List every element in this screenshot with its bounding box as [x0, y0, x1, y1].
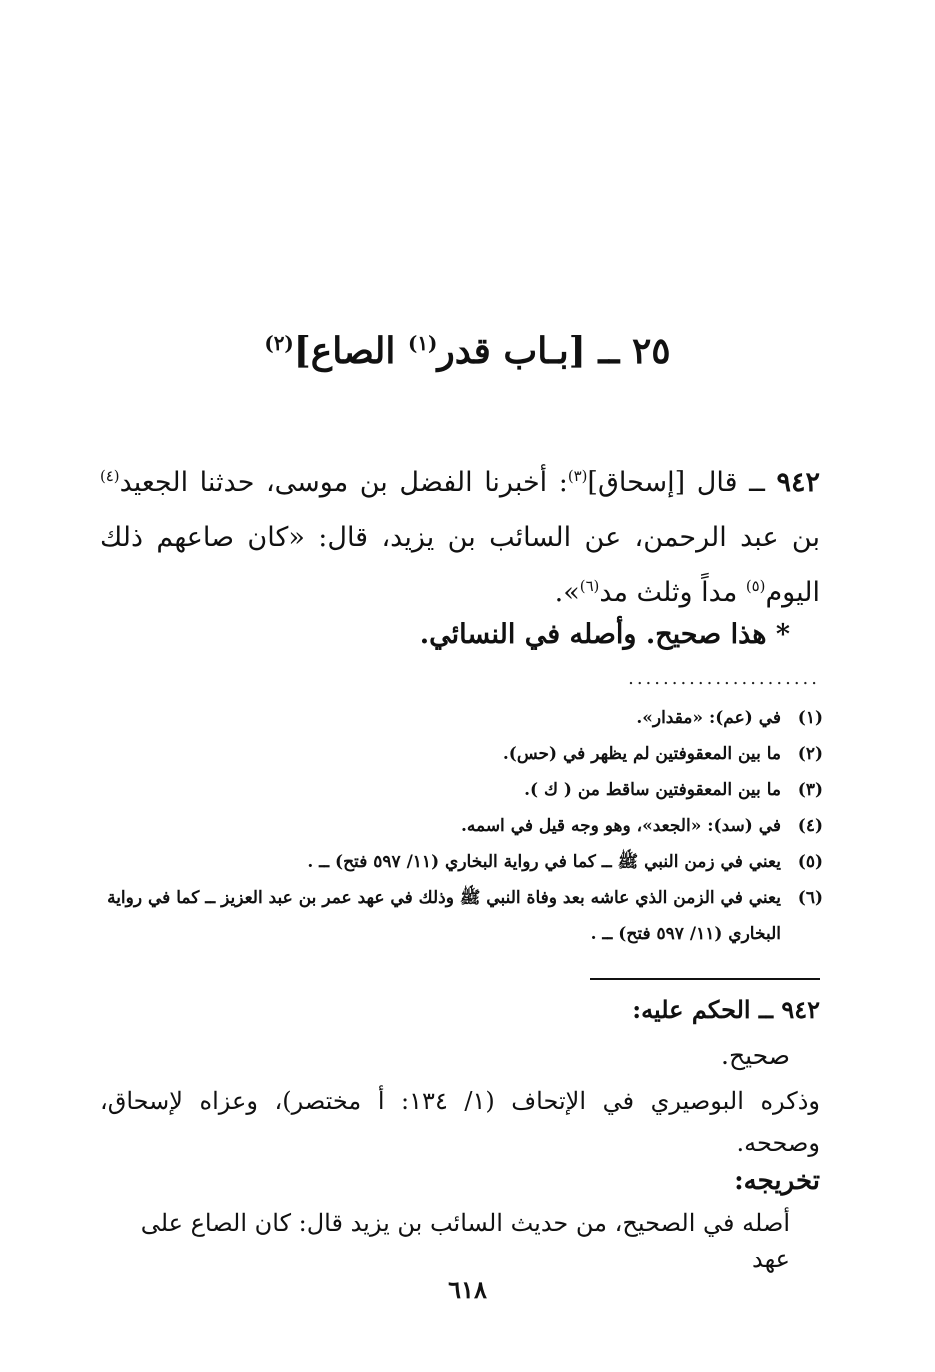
hadith-part-1: قال [إسحاق] [587, 467, 738, 498]
ruling-note: وذكره البوصيري في الإتحاف (١/ ١٣٤: أ مختصر)، وعزاه لإسحاق، وصححه. [100, 1087, 820, 1157]
footnote-text: في (عم): «مقدار». [636, 708, 781, 728]
takhrij-text: أصله في الصحيح، من حديث السائب بن يزيد قال: كان الصاع على عهد [140, 1209, 790, 1273]
footnote-number: (٥) [797, 852, 823, 872]
hadith-part-5: ». [554, 577, 580, 608]
takhrij-heading: تخريجه: [734, 1166, 820, 1196]
footnote-number: (١) [797, 708, 823, 728]
footnote-ref-5[interactable]: (٥) [745, 577, 766, 595]
chapter-number: ٢٥ [631, 330, 671, 372]
footnote-ref-4[interactable]: (٤) [100, 467, 120, 485]
footnotes [93, 700, 823, 952]
footnote-ref-3[interactable]: (٣) [567, 467, 588, 485]
page-number: ٦١٨ [448, 1275, 487, 1304]
verdict-line: * هذا صحيح. وأصله في النسائي. [419, 619, 790, 650]
footnote-item [93, 772, 823, 808]
footnote-item [93, 808, 823, 844]
footnote-ref-1[interactable]: (١) [407, 331, 438, 355]
dotted-separator: ...................... [628, 668, 820, 689]
hadith-text: ٩٤٢ ــ قال [إسحاق]$^{(٣)}$: أخبرنا الفضل بن موسى، حدثنا الجعيد$^{(٤)}$ بن عبد الرحمن، عن السائب بن يزيد، قال: «كان صاعهم ذلك اليوم$^{(٥)}$ مداً وثلث مد$^{(٦)}$». [100, 467, 820, 608]
footnote-ref-2[interactable]: (٢) [264, 331, 294, 355]
section-divider [590, 978, 820, 980]
hadith-part-3: بن عبد الرحمن، عن السائب بن يزيد، قال: «كان صاعهم ذلك اليوم [100, 522, 820, 608]
hadith-part-2: : أخبرنا الفضل بن موسى، حدثنا الجعيد [119, 467, 568, 498]
chapter-title-part-b: الصاع] [293, 330, 408, 372]
footnote-text: يعني في الزمن الذي عاشه بعد وفاة النبي ﷺ وذلك في عهد عمر بن عبد العزيز ــ كما في رواية البخاري (١١/ ٥٩٧ فتح) ــ . [107, 888, 781, 944]
footnote-number: (٢) [797, 744, 823, 764]
footnote-number: (٣) [797, 780, 823, 800]
footnote-item [93, 736, 823, 772]
footnote-item [93, 700, 823, 736]
footnote-text: يعني في زمن النبي ﷺ ــ كما في رواية البخاري (١١/ ٥٩٧ فتح) ــ . [307, 852, 781, 872]
footnote-number: (٤) [797, 816, 823, 836]
hadith-number: ٩٤٢ [776, 467, 820, 498]
chapter-title: ٢٥ ــ [بـاب قدر$^{(١)}$ الصاع]$^{(٢)}$ [264, 330, 671, 372]
ruling-heading: ٩٤٢ ــ الحكم عليه: [632, 995, 820, 1024]
ruling-value: صحيح. [721, 1041, 790, 1070]
footnote-number: (٦) [797, 888, 823, 908]
footnote-item [93, 844, 823, 880]
footnote-ref-6[interactable]: (٦) [579, 577, 600, 595]
hadith-part-4: مداً وثلث مد [599, 577, 746, 608]
chapter-title-part-a: [بـاب قدر [437, 330, 586, 372]
footnote-text: ما بين المعقوفتين لم يظهر في (حس). [502, 744, 781, 764]
footnote-text: في (سد): «الجعد»، وهو وجه قيل في اسمه. [460, 816, 781, 836]
footnote-item [93, 880, 823, 952]
footnote-text: ما بين المعقوفتين ساقط من ( ك ). [524, 780, 781, 800]
